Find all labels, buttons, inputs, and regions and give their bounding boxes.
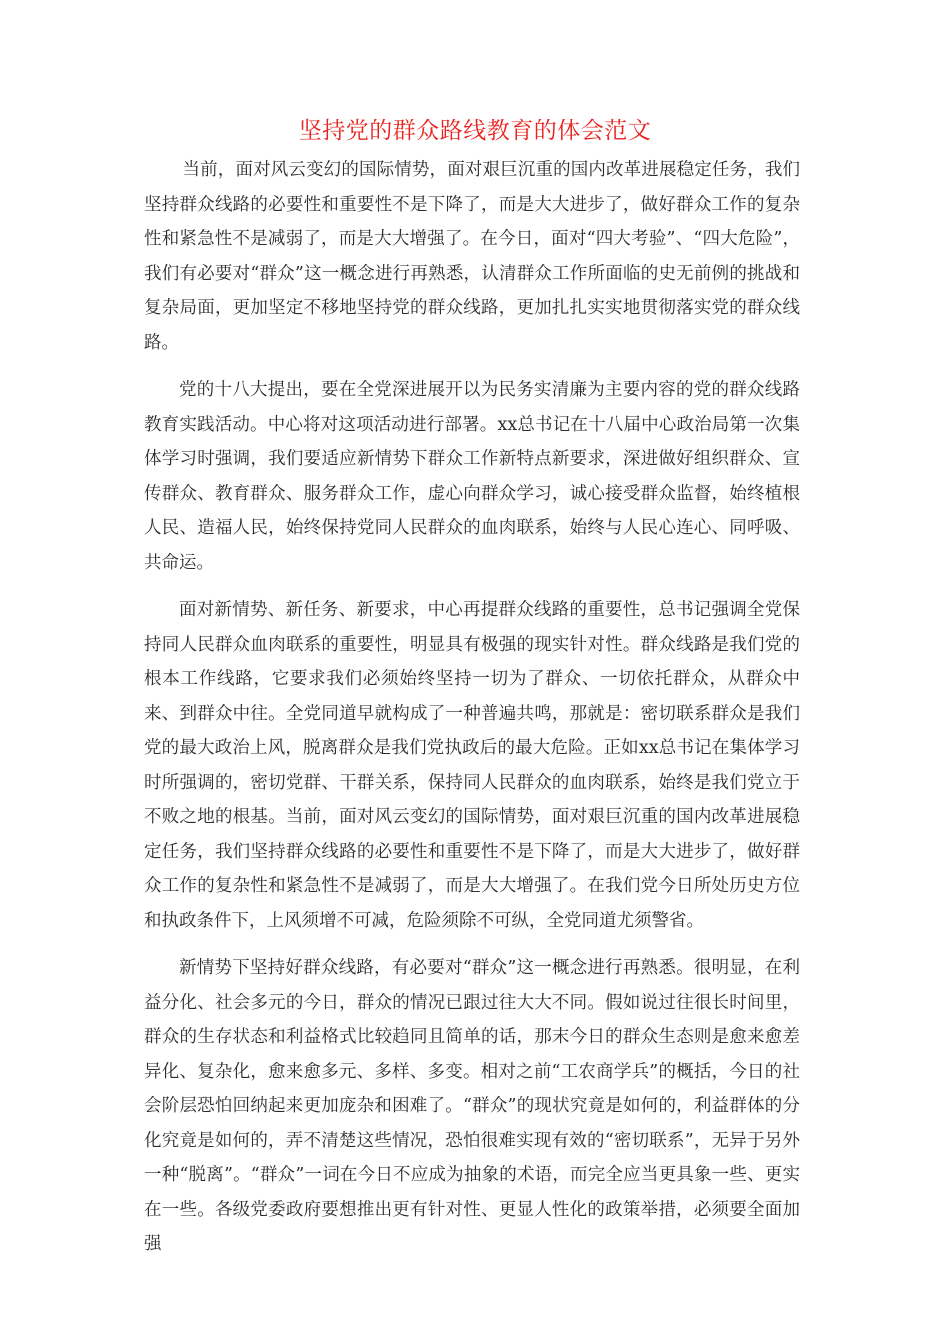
paragraph-2: 党的十八大提出，要在全党深进展开以为民务实清廉为主要内容的党的群众线路教育实践活动。中心将对这项活动进行部署。xx总书记在十八届中心政治局第一次集体学习时强调，我们要适应新情势下群众工作新特点新要求，深进做好组织群众、宣传群众、教育群众、服务群众工作，虚心向群众学习，诚心接受群众监督，始终植根人民、造福人民，始终保持党同人民群众的血肉联系，始终与人民心连心、同呼吸、共命运。 [144,380,800,573]
document-body [144,153,800,1262]
paragraph-gap [144,580,800,593]
paragraph-3: 面对新情势、新任务、新要求，中心再提群众线路的重要性，总书记强调全党保持同人民群众血肉联系的重要性，明显具有极强的现实针对性。群众线路是我们党的根本工作线路，它要求我们必须始终坚持一切为了群众、一切依托群众，从群众中来、到群众中往。全党同道早就构成了一种普遍共鸣，那就是：密切联系群众是我们党的最大政治上风，脱离群众是我们党执政后的最大危险。正如xx总书记在集体学习时所强调的，密切党群、干群关系，保持同人民群众的血肉联系，始终是我们党立于不败之地的根基。当前，面对风云变幻的国际情势，面对艰巨沉重的国内改革进展稳定任务，我们坚持群众线路的必要性和重要性不是下降了，而是大大进步了，做好群众工作的复杂性和紧急性不是减弱了，而是大大增强了。在我们党今日所处历史方位和执政条件下，上风须增不可减，危险须除不可纵，全党同道尤须警省。 [144,600,800,931]
paragraph-1: 当前，面对风云变幻的国际情势，面对艰巨沉重的国内改革进展稳定任务，我们坚持群众线路的必要性和重要性不是下降了，而是大大进步了，做好群众工作的复杂性和紧急性不是减弱了，而是大大增强了。在今日，面对“四大考验”、“四大危险”，我们有必要对“群众”这一概念进行再熟悉，认清群众工作所面临的史无前例的挑战和复杂局面，更加坚定不移地坚持党的群众线路，更加扎扎实实地贯彻落实党的群众线路。 [144,160,800,353]
paragraph-gap [144,360,800,373]
paragraph-gap [144,938,800,951]
paragraph-4: 新情势下坚持好群众线路，有必要对“群众”这一概念进行再熟悉。很明显，在利益分化、社会多元的今日，群众的情况已跟过往大大不同。假如说过往很长时间里，群众的生存状态和利益格式比较趋同且简单的话，那末今日的群众生态则是愈来愈差异化、复杂化，愈来愈多元、多样、多变。相对之前“工农商学兵”的概括，今日的社会阶层恐怕回纳起来更加庞杂和困难了。“群众”的现状究竟是如何的，利益群体的分化究竟是如何的，弄不清楚这些情况，恐怕很难实现有效的“密切联系”，无异于另外一种“脱离”。“群众”一词在今日不应成为抽象的术语，而完全应当更具象一些、更实在一些。各级党委政府要想推出更有针对性、更显人性化的政策举措，必须要全面加强 [144,958,800,1254]
document-title: 坚持党的群众路线教育的体会范文 [298,118,652,144]
